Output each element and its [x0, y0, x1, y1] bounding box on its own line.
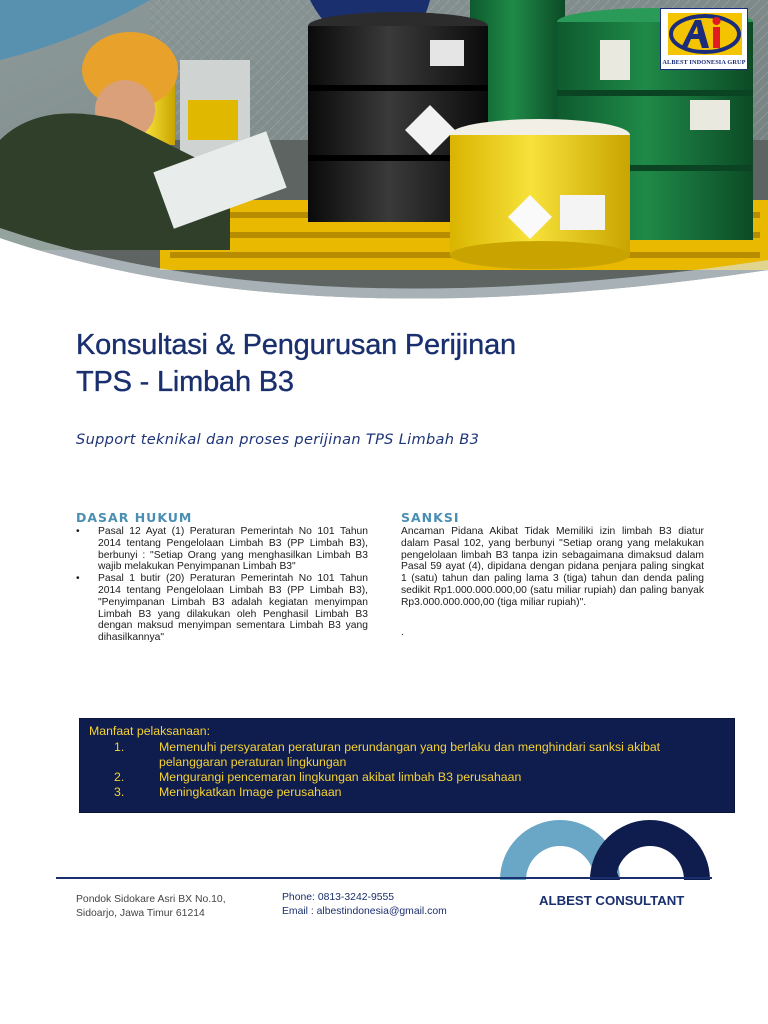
- dasar-hukum-list: [76, 526, 368, 644]
- page-title: [76, 327, 516, 401]
- decorative-circles: [498, 818, 718, 880]
- footer-contact: [282, 891, 447, 919]
- logo-caption: ALBEST INDONESIA GRUP: [662, 59, 746, 66]
- sanksi-trailing-dot: .: [401, 627, 404, 638]
- title-line-1: Konsultasi & Pengurusan Perijinan: [76, 329, 516, 361]
- benefit-number: 2.: [114, 770, 125, 784]
- sanksi-text: Ancaman Pidana Akibat Tidak Memiliki izin limbah B3 diatur dalam Pasal 102, yang berbunyi "Setiap orang yang melakukan pengelolaan limbah B3 tanpa izin sebagaimana dimaksud dalam Pasal 59 ayat (4), dipidana dengan pidana penjara paling singkat 1 (satu) tahun dan paling lama 3 (tiga) tahun dan denda paling sedikit Rp1.000.000.000,00 (satu miliar rupiah) dan paling banyak Rp3.000.000.000,00 (tiga miliar rupiah)".: [401, 526, 704, 608]
- footer-divider: [56, 877, 712, 879]
- benefits-list: [80, 740, 736, 800]
- phone-text: Phone: 0813-3242-9555: [282, 892, 395, 903]
- benefit-number: 1.: [114, 740, 125, 754]
- email-text: Email : albestindonesia@gmail.com: [282, 906, 447, 917]
- address-line-2: Sidoarjo, Jawa Timur 61214: [76, 908, 205, 919]
- benefits-box: [79, 718, 735, 813]
- list-item: [80, 740, 736, 770]
- bullet-icon: •: [76, 573, 80, 585]
- benefit-text: Meningkatkan Image perusahaan: [159, 785, 342, 799]
- address-line-1: Pondok Sidokare Asri BX No.10,: [76, 894, 226, 905]
- bullet-icon: •: [76, 526, 80, 537]
- benefit-number: 3.: [114, 785, 125, 799]
- list-item: [76, 573, 368, 644]
- company-logo: [660, 8, 748, 70]
- sanksi-heading: SANKSI: [401, 510, 460, 525]
- benefit-text: Memenuhi persyaratan peraturan perundangan yang berlaku dan menghindari sanksi akibat pelanggaran peraturan lingkungan: [159, 740, 661, 769]
- list-item: [80, 770, 736, 785]
- dasar-hukum-item-1: Pasal 12 Ayat (1) Peraturan Pemerintah No 101 Tahun 2014 tentang Pengelolaan Limbah B3 (PP Limbah B3), berbunyi : "Setiap Orang yang menghasilkan Limbah B3 wajib melakukan Penyimpanan Limbah B3": [98, 526, 368, 573]
- title-line-2: TPS - Limbah B3: [76, 366, 294, 398]
- dasar-hukum-item-2: Pasal 1 butir (20) Peraturan Pemerintah No 101 Tahun 2014 tentang Pengelolaan Limbah B3 (PP Limbah B3), "Penyimpanan Limbah B3 adalah kegiatan menyimpan Limbah B3 yang dilakukan oleh Penghasil Limbah B3 dengan maksud menyimpan sementara Limbah B3 yang dihasilkannya": [98, 573, 368, 644]
- benefits-title: Manfaat pelaksanaan:: [89, 724, 211, 738]
- brand-name: ALBEST CONSULTANT: [539, 893, 685, 908]
- dasar-hukum-heading: DASAR HUKUM: [76, 510, 193, 525]
- subtitle: Support teknikal dan proses perijinan TPS Limbah B3: [76, 431, 480, 448]
- ai-logo-icon: [667, 12, 743, 56]
- hero-photo: [0, 0, 768, 310]
- benefit-text: Mengurangi pencemaran lingkungan akibat limbah B3 perusahaan: [159, 770, 522, 784]
- list-item: [76, 526, 368, 573]
- footer-address: [76, 893, 226, 921]
- list-item: [80, 785, 736, 800]
